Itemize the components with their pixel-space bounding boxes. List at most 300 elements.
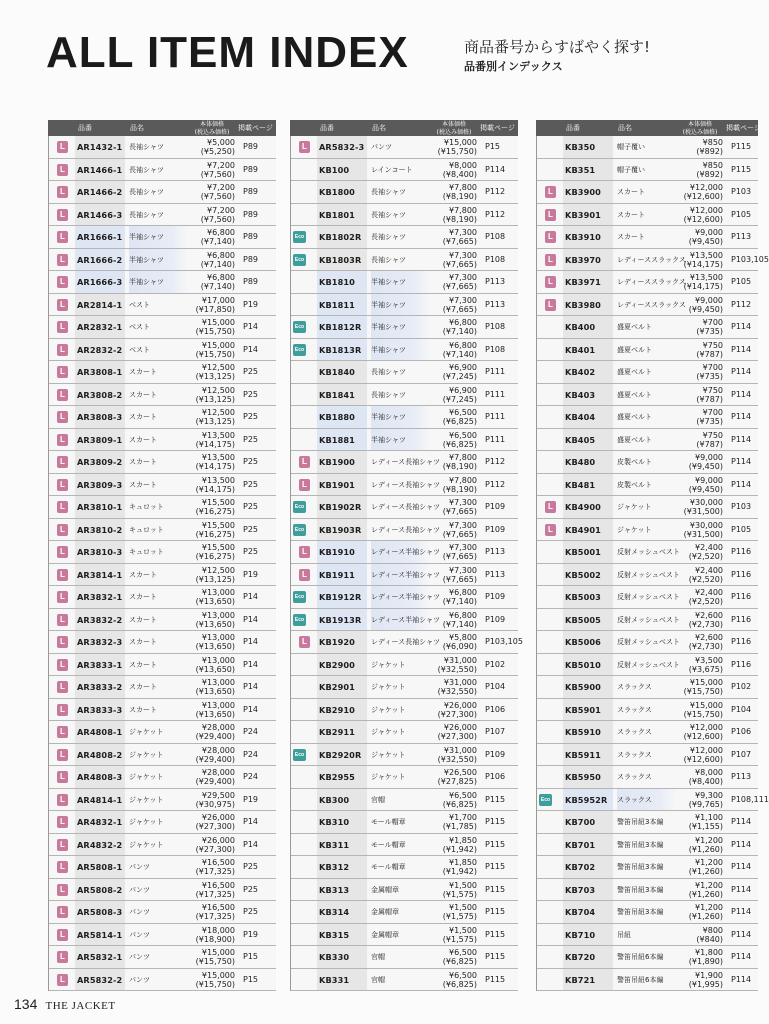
- item-name: ジャケット: [371, 705, 406, 714]
- table-row[interactable]: [537, 721, 758, 744]
- table-row[interactable]: [537, 969, 758, 992]
- table-row[interactable]: [49, 609, 276, 632]
- item-page: P115: [485, 839, 506, 849]
- table-row[interactable]: [291, 924, 518, 947]
- item-price-tax: (¥6,825): [442, 439, 477, 449]
- item-name: スラックス: [617, 705, 652, 714]
- item-price-base: ¥750: [702, 385, 723, 395]
- table-row[interactable]: [49, 519, 276, 542]
- table-row[interactable]: [537, 811, 758, 834]
- table-row[interactable]: [537, 226, 758, 249]
- table-row[interactable]: [291, 474, 518, 497]
- item-page: P114: [731, 907, 752, 916]
- table-row[interactable]: [537, 631, 758, 654]
- item-price-tax: (¥7,665): [442, 574, 477, 584]
- table-row[interactable]: [291, 339, 518, 362]
- table-row[interactable]: [49, 856, 276, 879]
- table-row[interactable]: [49, 204, 276, 227]
- item-price-base: ¥2,600: [695, 610, 723, 620]
- item-price: [187, 723, 235, 741]
- item-name: 長袖シャツ: [371, 188, 406, 196]
- item-price-base: ¥750: [702, 340, 723, 350]
- item-code: KB405: [565, 434, 596, 445]
- table-row[interactable]: [537, 789, 769, 812]
- item-code: KB1812R: [319, 322, 362, 332]
- item-page: P108: [485, 322, 506, 331]
- table-row[interactable]: [49, 564, 276, 587]
- item-price-tax: (¥3,675): [688, 664, 723, 674]
- item-code: KB1913R: [319, 614, 362, 625]
- table-row[interactable]: [49, 721, 276, 744]
- item-price-tax: (¥31,500): [683, 529, 723, 539]
- item-name: レディース半袖シャツ: [371, 541, 431, 563]
- item-price-base: ¥15,000: [201, 318, 235, 327]
- table-row[interactable]: [537, 856, 758, 879]
- item-code: KB1813R: [319, 344, 362, 355]
- item-price-base: ¥16,500: [201, 880, 235, 890]
- item-code: KB5001: [565, 547, 601, 557]
- item-price-tax: (¥12,600): [683, 192, 723, 201]
- item-price: [187, 183, 235, 201]
- item-price-tax: (¥32,550): [437, 687, 477, 696]
- item-name: パンツ: [129, 885, 150, 894]
- table-row[interactable]: [537, 834, 758, 857]
- table-row[interactable]: [537, 586, 758, 609]
- table-row[interactable]: [49, 586, 276, 609]
- item-price-base: ¥13,500: [689, 273, 723, 282]
- item-price-base: ¥6,900: [449, 385, 477, 395]
- item-price: [187, 498, 235, 516]
- item-page: P102: [485, 659, 506, 669]
- table-row[interactable]: [291, 879, 518, 902]
- table-row[interactable]: [537, 946, 758, 969]
- item-price-base: ¥2,400: [695, 565, 723, 575]
- item-price-base: ¥6,800: [449, 588, 477, 597]
- table-row[interactable]: [291, 744, 518, 767]
- table-row[interactable]: [49, 744, 276, 767]
- item-price-base: ¥1,900: [695, 970, 723, 980]
- table-row[interactable]: [49, 339, 276, 362]
- item-price: [187, 881, 235, 899]
- item-name: キュロット: [129, 525, 164, 534]
- item-price-base: ¥12,000: [689, 723, 723, 732]
- item-page: P25: [243, 524, 259, 534]
- item-page: P111: [485, 434, 506, 444]
- table-row[interactable]: [49, 429, 276, 452]
- item-name: スカート: [129, 480, 157, 489]
- table-row[interactable]: [291, 946, 518, 969]
- item-code: KB3910: [565, 232, 601, 242]
- table-row[interactable]: [291, 631, 523, 654]
- item-name: スカート: [129, 413, 157, 421]
- item-price-base: ¥850: [702, 160, 723, 170]
- table-row[interactable]: [537, 249, 769, 272]
- ladies-badge-icon: L: [545, 231, 556, 243]
- item-code: KB300: [319, 794, 350, 805]
- item-price-tax: (¥735): [696, 327, 723, 336]
- table-row[interactable]: [537, 609, 758, 632]
- item-page: P114: [731, 817, 752, 826]
- table-row[interactable]: [291, 519, 518, 542]
- item-name: レディース半袖シャツ: [371, 564, 431, 586]
- item-page: P115: [485, 974, 506, 984]
- item-page: P25: [243, 884, 259, 894]
- item-price: [675, 903, 723, 921]
- table-row[interactable]: [537, 901, 758, 924]
- item-price: [187, 521, 235, 539]
- item-price-tax: (¥15,750): [683, 687, 723, 696]
- item-price-base: ¥1,850: [449, 858, 477, 867]
- item-price-tax: (¥27,825): [437, 777, 477, 786]
- item-price: [429, 701, 477, 719]
- item-name: 半袖シャツ: [371, 406, 431, 428]
- table-row[interactable]: [537, 744, 758, 767]
- item-page: P14: [243, 322, 259, 331]
- table-row[interactable]: [537, 541, 758, 564]
- item-page: P103,105: [731, 254, 769, 264]
- item-page: P114: [731, 389, 752, 399]
- item-price-tax: (¥735): [696, 417, 723, 426]
- ladies-badge-icon: L: [57, 974, 68, 986]
- table-row[interactable]: [49, 159, 276, 182]
- item-price: [429, 228, 477, 246]
- ladies-badge-icon: L: [545, 254, 556, 266]
- item-price: [675, 161, 723, 179]
- item-code: KB481: [565, 479, 596, 490]
- item-price: [187, 408, 235, 426]
- item-price-base: ¥15,500: [201, 520, 235, 530]
- index-column-1: [48, 120, 276, 991]
- table-row[interactable]: [537, 766, 758, 789]
- table-row[interactable]: [537, 564, 758, 587]
- item-code: KB5010: [565, 659, 601, 670]
- eco-badge-icon: Eco: [293, 591, 306, 603]
- item-price-tax: (¥13,125): [195, 417, 235, 426]
- item-code: AR5808-1: [77, 862, 123, 872]
- item-price-base: ¥1,200: [695, 835, 723, 845]
- item-code: KB1903R: [319, 524, 362, 535]
- item-name: スカート: [129, 435, 157, 444]
- table-row[interactable]: [49, 294, 276, 317]
- item-price: [675, 791, 723, 809]
- item-price-base: ¥1,700: [449, 813, 477, 822]
- table-row[interactable]: [537, 294, 758, 317]
- table-row[interactable]: [291, 856, 518, 879]
- item-price-base: ¥13,000: [201, 700, 235, 710]
- item-page: P116: [731, 659, 752, 669]
- item-name: スラックス: [617, 683, 652, 691]
- table-header: [48, 120, 276, 136]
- table-rows: [536, 136, 769, 991]
- table-row[interactable]: [291, 676, 518, 699]
- table-row[interactable]: [537, 924, 758, 947]
- table-row[interactable]: [49, 969, 276, 992]
- item-code: KB704: [565, 907, 596, 917]
- item-price: [675, 273, 723, 291]
- table-row[interactable]: [49, 361, 276, 384]
- item-price: [675, 318, 723, 336]
- item-name: スカート: [129, 390, 157, 399]
- table-row[interactable]: [49, 136, 276, 159]
- table-row[interactable]: [49, 879, 276, 902]
- item-name: 帽子覆い: [617, 165, 645, 174]
- item-price-base: ¥2,600: [695, 633, 723, 642]
- table-row[interactable]: [537, 361, 758, 384]
- table-row[interactable]: [291, 451, 518, 474]
- item-name: キュロット: [129, 503, 164, 511]
- table-row[interactable]: [291, 766, 518, 789]
- item-price: [675, 386, 723, 404]
- table-row[interactable]: [49, 901, 276, 924]
- table-row[interactable]: [291, 699, 518, 722]
- item-price-base: ¥31,000: [443, 745, 477, 755]
- table-row[interactable]: [291, 316, 518, 339]
- item-page: P14: [243, 817, 259, 826]
- item-name: レディース長袖シャツ: [371, 525, 440, 534]
- table-row[interactable]: [291, 811, 518, 834]
- table-row[interactable]: [291, 271, 518, 294]
- item-price: [429, 881, 477, 899]
- item-price: [675, 701, 723, 719]
- table-row[interactable]: [537, 271, 758, 294]
- item-code: KB2910: [319, 704, 355, 715]
- item-price-tax: (¥7,245): [442, 394, 477, 404]
- item-price-base: ¥9,000: [695, 228, 723, 237]
- table-row[interactable]: [49, 631, 276, 654]
- item-code: KB2920R: [319, 749, 362, 760]
- item-price-tax: (¥787): [696, 439, 723, 449]
- table-row[interactable]: [49, 699, 276, 722]
- item-name: 長袖シャツ: [371, 210, 406, 219]
- item-page: P114: [731, 344, 752, 354]
- item-price-tax: (¥6,825): [442, 957, 477, 966]
- item-code: AR3833-1: [77, 659, 123, 670]
- table-row[interactable]: [49, 676, 276, 699]
- table-row[interactable]: [49, 654, 276, 677]
- item-price-base: ¥12,500: [201, 363, 235, 372]
- table-row[interactable]: [537, 699, 758, 722]
- item-code: KB1811: [319, 299, 355, 310]
- item-page: P24: [243, 727, 259, 736]
- table-row[interactable]: [291, 384, 518, 407]
- ladies-badge-icon: L: [57, 884, 68, 896]
- item-name: 警笛吊紐3本編: [617, 818, 664, 826]
- table-row[interactable]: [537, 519, 758, 542]
- item-name: ジャケット: [617, 503, 652, 511]
- item-price-tax: (¥32,550): [437, 754, 477, 764]
- item-page: P109: [485, 524, 506, 534]
- table-row[interactable]: [49, 271, 276, 294]
- table-row[interactable]: [291, 834, 518, 857]
- table-row[interactable]: [291, 541, 518, 564]
- item-price-base: ¥12,000: [689, 183, 723, 192]
- item-price: [675, 948, 723, 966]
- item-code: AR3832-3: [77, 637, 123, 647]
- table-row[interactable]: [49, 384, 276, 407]
- table-row[interactable]: [537, 136, 758, 159]
- item-price-base: ¥30,000: [689, 498, 723, 507]
- table-row[interactable]: [291, 294, 518, 317]
- table-row[interactable]: [291, 136, 518, 159]
- item-code: AR4808-3: [77, 772, 123, 782]
- table-row[interactable]: [49, 541, 276, 564]
- item-page: P105: [731, 277, 752, 286]
- item-page: P15: [243, 952, 259, 961]
- item-code: AR3808-3: [77, 412, 123, 422]
- table-row[interactable]: [537, 406, 758, 429]
- item-price-tax: (¥13,650): [195, 664, 235, 674]
- item-price-base: ¥750: [702, 430, 723, 440]
- item-price-base: ¥700: [702, 363, 723, 372]
- item-name: 警笛吊紐3本編: [617, 863, 664, 871]
- table-row[interactable]: [49, 474, 276, 497]
- item-price: [187, 318, 235, 336]
- item-name: パンツ: [129, 975, 150, 984]
- item-page: P116: [731, 592, 752, 601]
- table-row[interactable]: [49, 249, 276, 272]
- item-page: P113: [731, 772, 752, 781]
- table-row[interactable]: [291, 361, 518, 384]
- item-price: [675, 138, 723, 156]
- table-row[interactable]: [291, 204, 518, 227]
- item-price-base: ¥13,000: [201, 655, 235, 665]
- ladies-badge-icon: L: [57, 816, 68, 828]
- item-name: 長袖シャツ: [129, 210, 164, 219]
- item-code: KB404: [565, 412, 596, 422]
- item-price-tax: (¥2,730): [688, 619, 723, 629]
- table-row[interactable]: [537, 159, 758, 182]
- table-row[interactable]: [291, 406, 518, 429]
- item-name: スラックス: [617, 750, 652, 759]
- item-code: KB720: [565, 952, 596, 962]
- item-price-tax: (¥1,942): [442, 867, 477, 876]
- item-price: [187, 273, 235, 291]
- table-row[interactable]: [537, 496, 758, 519]
- table-row[interactable]: [291, 586, 518, 609]
- item-price: [675, 611, 723, 629]
- table-row[interactable]: [291, 181, 518, 204]
- table-row[interactable]: [291, 429, 518, 452]
- table-row[interactable]: [537, 676, 758, 699]
- item-price-base: ¥3,500: [695, 655, 723, 665]
- item-code: KB400: [565, 322, 596, 332]
- table-row[interactable]: [537, 339, 758, 362]
- table-row[interactable]: [49, 226, 276, 249]
- table-row[interactable]: [49, 766, 276, 789]
- item-price-base: ¥1,100: [695, 813, 723, 822]
- ladies-badge-icon: L: [57, 411, 68, 423]
- item-price-tax: (¥7,560): [200, 214, 235, 224]
- item-price-tax: (¥1,575): [442, 934, 477, 944]
- table-row[interactable]: [537, 879, 758, 902]
- table-row[interactable]: [537, 451, 758, 474]
- item-price-base: ¥2,400: [695, 543, 723, 552]
- item-name: スカート: [129, 683, 157, 691]
- item-name: スカート: [129, 615, 157, 624]
- table-row[interactable]: [537, 654, 758, 677]
- table-row[interactable]: [537, 474, 758, 497]
- item-page: P114: [731, 952, 752, 961]
- item-name: レディース長袖シャツ: [371, 458, 440, 466]
- ladies-badge-icon: L: [57, 299, 68, 311]
- item-page: P105: [731, 209, 752, 219]
- item-price-base: ¥6,500: [449, 430, 477, 440]
- table-row[interactable]: [291, 159, 518, 182]
- item-page: P14: [243, 614, 259, 624]
- item-name: スカート: [617, 233, 645, 241]
- item-price-tax: (¥9,450): [688, 237, 723, 246]
- item-name: 警笛吊紐3本編: [617, 908, 664, 916]
- table-row[interactable]: [291, 496, 518, 519]
- table-row[interactable]: [49, 181, 276, 204]
- item-price-tax: (¥6,825): [442, 417, 477, 426]
- item-page: P89: [243, 142, 259, 151]
- table-row[interactable]: [291, 609, 518, 632]
- item-price: [187, 746, 235, 764]
- table-row[interactable]: [49, 946, 276, 969]
- table-row[interactable]: [49, 811, 276, 834]
- item-price: [675, 498, 723, 516]
- item-price-base: ¥13,500: [201, 475, 235, 485]
- table-row[interactable]: [49, 834, 276, 857]
- item-page: P108,111: [731, 794, 769, 804]
- item-price-base: ¥17,000: [201, 295, 235, 305]
- item-code: KB1900: [319, 457, 355, 467]
- item-price: [675, 588, 723, 606]
- item-price-base: ¥26,500: [443, 768, 477, 777]
- ladies-badge-icon: L: [57, 569, 68, 581]
- item-name: ジャケット: [129, 795, 164, 804]
- table-row[interactable]: [49, 789, 276, 812]
- item-price-tax: (¥7,140): [200, 259, 235, 269]
- table-row[interactable]: [291, 249, 518, 272]
- item-price-base: ¥16,500: [201, 903, 235, 912]
- table-row[interactable]: [291, 969, 518, 992]
- item-price: [675, 521, 723, 539]
- table-row[interactable]: [537, 316, 758, 339]
- table-row[interactable]: [49, 924, 276, 947]
- table-row[interactable]: [49, 316, 276, 339]
- item-name: ジャケット: [129, 773, 164, 781]
- item-price: [429, 431, 477, 449]
- item-price-tax: (¥1,260): [688, 912, 723, 921]
- item-price-base: ¥7,300: [449, 543, 477, 552]
- table-row[interactable]: [49, 406, 276, 429]
- table-row[interactable]: [49, 496, 276, 519]
- item-page: P114: [731, 884, 752, 894]
- ladies-badge-icon: L: [545, 501, 556, 513]
- table-row[interactable]: [537, 204, 758, 227]
- item-price-tax: (¥17,850): [195, 304, 235, 314]
- table-row[interactable]: [291, 654, 518, 677]
- table-row[interactable]: [49, 451, 276, 474]
- item-code: KB1881: [319, 434, 355, 445]
- item-name: スカート: [129, 660, 157, 669]
- table-row[interactable]: [537, 429, 758, 452]
- table-row[interactable]: [291, 901, 518, 924]
- item-page: P112: [731, 299, 752, 309]
- item-name: ジャケット: [129, 840, 164, 849]
- item-price-tax: (¥7,140): [442, 327, 477, 336]
- table-row[interactable]: [291, 789, 518, 812]
- item-price-base: ¥28,000: [201, 768, 235, 777]
- table-row[interactable]: [291, 564, 518, 587]
- table-row[interactable]: [537, 181, 758, 204]
- table-row[interactable]: [537, 384, 758, 407]
- item-price-tax: (¥7,245): [442, 372, 477, 381]
- table-row[interactable]: [291, 226, 518, 249]
- table-row[interactable]: [291, 721, 518, 744]
